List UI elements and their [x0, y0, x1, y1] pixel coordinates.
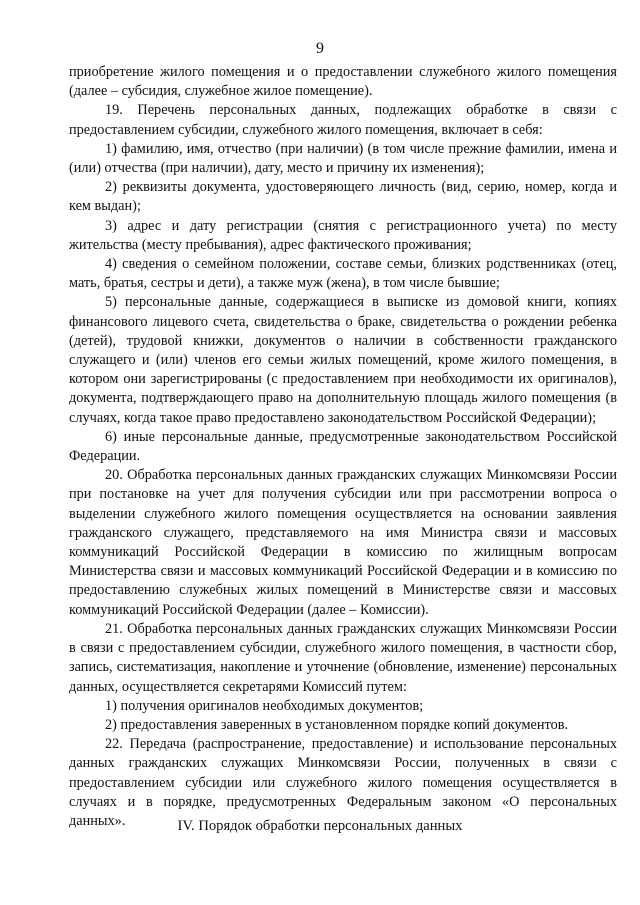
- paragraph-22: 22. Передача (распространение, предоставление) и использование персональных данных гражданских служащих Минкомсвязи России, полученных в связи с предоставлением субсидии или служебного жилого помещения осуществляется в случаях и в порядке, предусмотренных Федеральным законом «О персональных данных».: [69, 736, 617, 829]
- list-item-19-3: 3) адрес и дату регистрации (снятия с регистрационного учета) по месту жительства (месту пребывания), адрес фактического проживания;: [69, 217, 617, 253]
- list-item-21-2: 2) предоставления заверенных в установленном порядке копий документов.: [105, 716, 569, 733]
- paragraph-20: 20. Обработка персональных данных гражданских служащих Минкомсвязи России при постановке на учет для получения субсидии или при рассмотрении вопроса о выделении служебного жилого помещения осуществляется на основании заявления гражданского служащего, представляемого на имя Министра связи и массовых коммуникаций Российской Федерации в комиссию по жилищным вопросам Министерства связи и массовых коммуникаций Российской Федерации и в комиссию по предоставлению служебных жилых помещений в Министерстве связи и массовых коммуникаций Российской Федерации (далее – Комиссии).: [69, 467, 617, 618]
- page-number: 9: [316, 40, 324, 57]
- paragraph-continuation: приобретение жилого помещения и о предоставлении служебного жилого помещения (далее – субсидия, служебное жилое помещение).: [69, 64, 617, 100]
- document-body: [69, 63, 617, 831]
- list-item-19-2: 2) реквизиты документа, удостоверяющего личность (вид, серию, номер, когда и кем выдан);: [69, 179, 617, 215]
- paragraph-21: 21. Обработка персональных данных гражданских служащих Минкомсвязи России в связи с предоставлением субсидии, служебного жилого помещения, в частности сбор, запись, систематизация, накопление и уточнение (обновление, изменение) персональных данных, осуществляется секретарями Комиссий путем:: [69, 620, 617, 695]
- list-item-19-4: 4) сведения о семейном положении, составе семьи, близких родственниках (отец, мать, братья, сестры и дети), а также муж (жена), в том числе бывшие;: [69, 256, 617, 292]
- list-item-21-1: 1) получения оригиналов необходимых документов;: [105, 697, 424, 714]
- section-heading: IV. Порядок обработки персональных данных: [177, 818, 463, 834]
- list-item-19-6: 6) иные персональные данные, предусмотренные законодательством Российской Федерации.: [69, 428, 617, 465]
- paragraph-19: 19. Перечень персональных данных, подлежащих обработке в связи с предоставлением субсидии, служебного жилого помещения, включает в себя:: [69, 102, 617, 138]
- list-item-19-1: 1) фамилию, имя, отчество (при наличии) (в том числе прежние фамилии, имена и (или) отчества (при наличии), дату, место и причину их изменения);: [69, 140, 617, 177]
- list-item-19-5: 5) персональные данные, содержащиеся в выписке из домовой книги, копиях финансового лицевого счета, свидетельства о браке, свидетельства о рождении ребенка (детей), трудовой книжки, документов о наличии в собственности гражданского служащего и (или) членов его семьи жилых помещений, кроме жилого помещения, в котором они зарегистрированы (с предоставлением при необходимости их оригиналов), документа, подтверждающего право на дополнительную площадь жилого помещения (в случаях, когда такое право предоставлено законодательством Российской Федерации);: [69, 294, 617, 426]
